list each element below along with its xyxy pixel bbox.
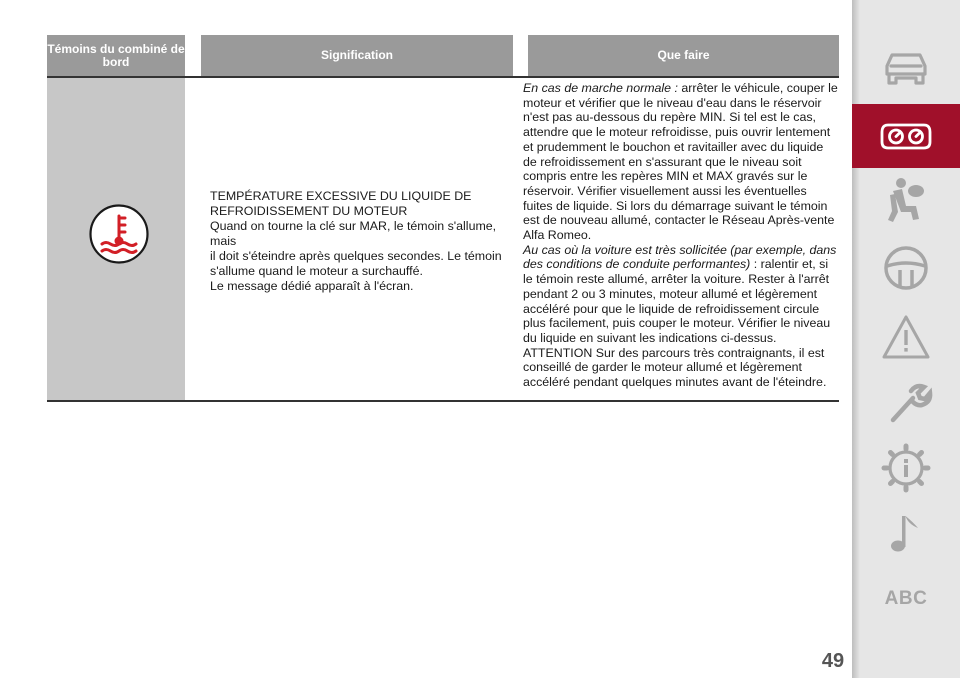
nav-technical-data[interactable] xyxy=(852,436,960,500)
header-que-faire: Que faire xyxy=(528,35,839,76)
instrument-cluster-icon xyxy=(878,108,934,164)
signification-line: il doit s'éteindre après quelques secondes. Le témoin xyxy=(210,249,502,263)
que-faire-line: le témoin reste allumé, arrêter la voiture. Rester à l'arrêt xyxy=(523,272,830,287)
que-faire-line: réservoir. Vérifier visuellement aussi les éventuelles xyxy=(523,183,807,198)
que-faire-line: est de nouveau allumé, contacter le Réseau Après-vente xyxy=(523,213,835,228)
que-faire-line: compris entre les repères MIN et MAX gravés sur le xyxy=(523,169,808,184)
nav-index[interactable] xyxy=(852,567,960,631)
index-label: ABC xyxy=(884,588,928,609)
engine-coolant-temperature-icon xyxy=(89,204,149,264)
que-faire-line: et prudemment le bouchon et ravitailler avec du liquide xyxy=(523,139,824,154)
page-number: 49 xyxy=(821,650,845,672)
indicator-cell xyxy=(47,78,185,400)
car-icon xyxy=(878,40,934,96)
music-note-icon xyxy=(878,506,934,562)
que-faire-line: moteur et vérifier que le niveau d'eau dans le réservoir xyxy=(523,95,822,110)
que-faire-line: n'est pas au-dessous du repère MIN. Si tel est le cas, xyxy=(523,110,817,125)
seat-airbag-icon xyxy=(878,172,934,228)
que-faire-line: attendre que le moteur refroidisse, puis ouvrir lentement xyxy=(523,125,831,140)
que-faire-line: plus facilement, puis couper le moteur. Vérifier le niveau xyxy=(523,316,831,331)
que-faire-line xyxy=(523,81,841,96)
nav-instrument-cluster[interactable] xyxy=(852,104,960,168)
signification-line: REFROIDISSEMENT DU MOTEUR xyxy=(210,204,408,218)
signification-line: Quand on tourne la clé sur MAR, le témoin s'allume, mais xyxy=(210,219,497,248)
nav-driving[interactable] xyxy=(852,236,960,300)
signification-line: Le message dédié apparaît à l'écran. xyxy=(210,279,414,293)
que-faire-line: accéléré pour que le liquide de refroidissement circule xyxy=(523,301,820,316)
que-faire-line: de refroidissement en s'assurant que le niveau soit xyxy=(523,154,802,169)
steering-wheel-icon xyxy=(878,240,934,296)
chapter-sidebar xyxy=(852,0,960,678)
que-faire-line: accéléré pendant quelques minutes avant de l'éteindre. xyxy=(523,375,827,390)
signification-line: TEMPÉRATURE EXCESSIVE DU LIQUIDE DE xyxy=(210,189,472,203)
nav-maintenance[interactable] xyxy=(852,372,960,436)
que-faire-text xyxy=(523,81,841,390)
header-signification: Signification xyxy=(201,35,513,76)
que-faire-line: fuites de liquide. Si lors du démarrage suivant le témoin xyxy=(523,198,828,213)
que-faire-line: conseillé de garder le moteur allumé et légèrement xyxy=(523,360,802,375)
heavy-use-label: des conditions de conduite performantes) xyxy=(523,257,751,272)
signification-line: s'allume quand le moteur a surchauffé. xyxy=(210,264,423,278)
header-temoins: Témoins du combiné de bord xyxy=(47,35,185,76)
signification-text xyxy=(210,189,508,294)
nav-multimedia[interactable] xyxy=(852,502,960,566)
normal-mode-label: En cas de marche normale : xyxy=(523,81,678,95)
que-faire-line: Alfa Romeo. xyxy=(523,228,592,243)
warning-triangle-icon xyxy=(878,310,934,366)
que-faire-fragment: arrêter le véhicule, couper le xyxy=(677,81,838,95)
nav-car[interactable] xyxy=(852,36,960,100)
table-bottom-rule xyxy=(47,400,839,402)
que-faire-fragment: : ralentir et, si xyxy=(750,257,829,272)
que-faire-line: ATTENTION Sur des parcours très contraignants, il est xyxy=(523,345,825,360)
que-faire-line: du liquide en suivant les indications ci-dessus. xyxy=(523,330,777,345)
que-faire-line: pendant 2 ou 3 minutes, moteur allumé et légèrement xyxy=(523,286,818,301)
que-faire-line xyxy=(523,257,841,272)
nav-emergency[interactable] xyxy=(852,306,960,370)
nav-safety[interactable] xyxy=(852,168,960,232)
wrench-icon xyxy=(878,376,934,432)
table-header xyxy=(47,35,839,76)
que-faire-line: Au cas où la voiture est très sollicitée (par exemple, dans xyxy=(523,242,837,257)
info-gear-icon xyxy=(878,440,934,496)
